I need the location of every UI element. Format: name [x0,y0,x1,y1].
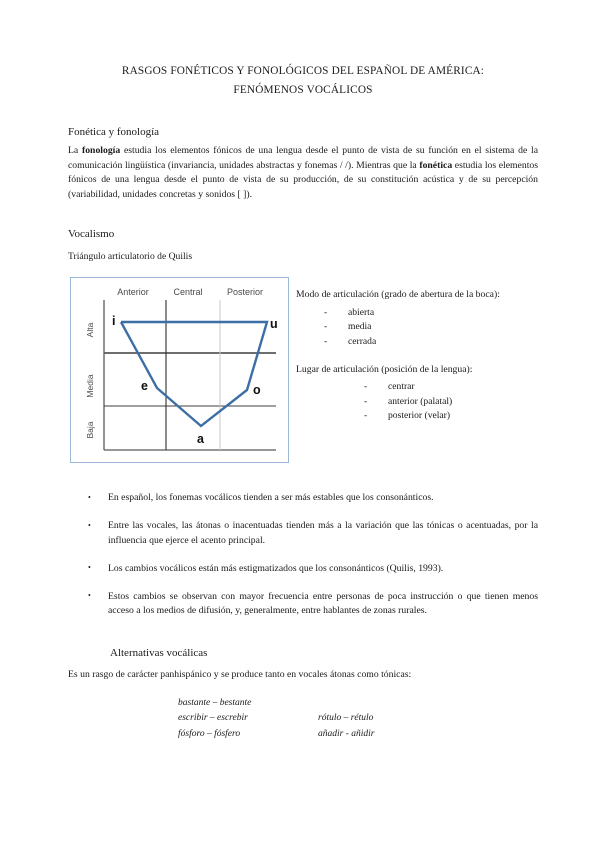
par-bold-fonetica: fonética [419,159,453,171]
list-item: • Los cambios vocálicos están más estigmatizados que los consonánticos (Quilis, 1993). [68,562,538,577]
list-item: • Estos cambios se observan con mayor frecuencia entre personas de poca instrucción o que tienen menos acceso a los medios de difusión, y, generalmente, entre hablantes de zonas rurales. [68,590,538,620]
note-modo-item: - media [296,320,538,335]
chart-col-label-central: Central [173,287,203,298]
vowel-label-a: a [197,432,204,447]
list-item: • Entre las vocales, las átonas o inacentuadas tienden más a la variación que las tónicas o acentuadas, por la influencia que ejerce el acento principal. [68,519,538,549]
note-lugar-list [296,380,538,424]
example-pair-right: rótulo – rétulo [318,713,374,724]
page-title [68,62,538,100]
note-lugar-item: - posterior (velar) [296,409,538,424]
chart-col-label-posterior: Posterior [226,287,264,298]
example-pair-right: añadir - añidir [318,728,375,739]
observations-bullet-list [68,491,538,619]
example-pair-left: escribir – escrebir [178,713,248,724]
vowel-label-i: i [112,314,116,329]
note-modo-item: - cerrada [296,335,538,350]
diagram-and-notes-row [68,277,538,467]
note-lugar-item: - anterior (palatal) [296,395,538,410]
vowel-trapezoid-path [121,322,267,426]
note-modo-item: - abierta [296,306,538,321]
list-item: • En español, los fonemas vocálicos tienden a ser más estables que los consonánticos. [68,491,538,506]
chart-row-label-alta: Alta [85,323,95,338]
par-bold-fonologia: fonología [81,145,121,156]
par-text-1: La [68,145,82,156]
example-row [178,696,478,712]
note-modo-title: Modo de articulación (grado de abertura de la boca): [296,289,500,301]
chart-row-label-baja: Baja [85,421,95,439]
document-content [68,62,538,743]
title-line-2: FENÓMENOS VOCÁLICOS [233,84,373,96]
heading-alternativas-vocalicas: Alternativas vocálicas [110,647,208,660]
vowel-label-o: o [253,383,261,398]
vowel-label-e: e [141,379,148,394]
paragraph-alternativas-intro: Es un rasgo de carácter panhispánico y se produce tanto en vocales átonas como tónicas: [68,669,412,681]
heading-vocalismo: Vocalismo [68,228,115,241]
example-pair-left: fósforo – fósfero [178,728,241,739]
example-row [178,727,478,743]
example-pair-left: bastante – bestante [178,697,252,708]
example-row [178,711,478,727]
chart-row-label-media: Media [85,374,95,398]
heading-fonetica-y-fonologia: Fonética y fonología [68,126,160,138]
title-line-1: RASGOS FONÉTICOS Y FONOLÓGICOS DEL ESPAÑOL DE AMÉRICA: [121,65,485,77]
par-text-2: estudia los elementos fónicos de una lengua desde el punto de vista de su función en el sistema de la comunicación lingüística (invariancia, unidades abstractas y fonemas / /). Mientras que la [68,145,539,171]
vowel-label-u: u [270,317,278,332]
subheading-triangulo-quilis: Triángulo articulatorio de Quilis [68,251,193,263]
articulation-notes [296,288,538,423]
note-modo-list [296,306,538,350]
paragraph-fonetica-fonologia [68,144,538,202]
chart-col-label-anterior: Anterior [117,287,149,298]
example-word-pairs [178,696,478,743]
note-lugar-item: - centrar [296,380,538,395]
note-lugar-title: Lugar de articulación (posición de la lengua): [296,363,473,375]
vowel-triangle-chart [70,277,289,463]
par-text-3: estudia los elementos fónicos de una lengua desde el punto de vista de su producción, de su constitución acústica y de su percepción (variabilidad, unidades concretas y sonidos [ ]). [68,159,538,200]
